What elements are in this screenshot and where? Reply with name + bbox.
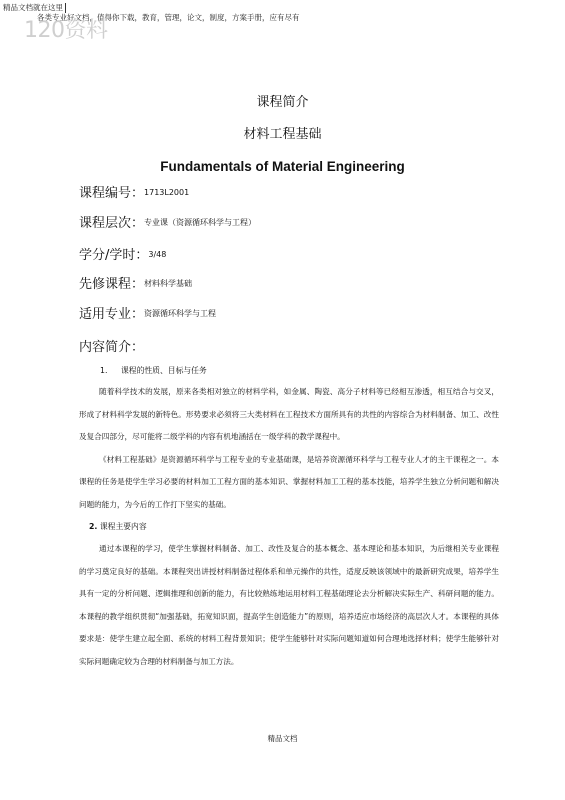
field-label: 内容简介： xyxy=(79,340,145,355)
section-2-heading xyxy=(89,521,147,533)
field-value: 3/48 xyxy=(148,250,167,259)
field-major xyxy=(79,304,216,324)
field-label: 先修课程： xyxy=(79,277,145,292)
course-title-en: Fundamentals of Material Engineering xyxy=(160,159,405,174)
field-label: 学分/学时： xyxy=(79,248,149,263)
watermark: 120资料 xyxy=(24,18,108,43)
section-number: 1. xyxy=(100,366,108,375)
field-course-code xyxy=(79,183,189,203)
footer: 精品文档 xyxy=(267,734,298,743)
section-1-heading xyxy=(100,365,207,377)
field-value: 1713L2001 xyxy=(144,188,190,197)
field-summary xyxy=(79,337,144,357)
header-line: 各类专业好文档，值得你下载，教育，管理，论文，制度，方案手册，应有尽有 xyxy=(37,13,300,22)
paragraph: 随着科学技术的发展，原来各类相对独立的材料学科，如金属、陶瓷、高分子材料等已经相互渗透，相互结合与交叉，形成了材料科学发展的新特色。形势要求必须将三大类材料在工程技术方面所具有的共性的内容综合为材料制备、加工、改性及复合四部分，尽可能将二级学科的内容有机地涵括在一级学科的教学课程中。 xyxy=(79,387,499,442)
page-title: 课程简介 xyxy=(256,95,309,110)
field-label: 课程编号： xyxy=(79,186,145,201)
header-tag: 精品文档就在这里 xyxy=(3,3,66,13)
field-value: 资源循环科学与工程 xyxy=(144,309,217,318)
section-title: 课程主要内容 xyxy=(99,522,147,531)
paragraph: 《材料工程基础》是资源循环科学与工程专业的专业基础课，是培养资源循环科学与工程专业人才的主干课程之一。本课程的任务是使学生学习必要的材料加工工程方面的基本知识、掌握材料加工工程的基本技能，培养学生独立分析问题和解决问题的能力，为今后的工作打下坚实的基础。 xyxy=(79,454,499,509)
field-credits-hours xyxy=(79,245,166,265)
field-label: 课程层次： xyxy=(79,216,145,231)
section-title: 课程的性质、目标与任务 xyxy=(121,366,207,375)
field-label: 适用专业： xyxy=(79,307,145,322)
section-1-body xyxy=(79,381,499,517)
section-number: 2. xyxy=(89,522,98,531)
field-value: 专业课（资源循环科学与工程） xyxy=(144,218,257,227)
field-prerequisite xyxy=(79,274,192,294)
field-course-level xyxy=(79,213,256,233)
field-value: 材料科学基础 xyxy=(144,279,193,288)
course-title: 材料工程基础 xyxy=(243,127,322,142)
paragraph: 通过本课程的学习，使学生掌握材料制备、加工、改性及复合的基本概念、基本理论和基本知识，为后继相关专业课程的学习奠定良好的基础。本课程突出讲授材料制备过程体系和单元操作的共性，适度反映该领域中的最新研究成果，培养学生具有一定的分析问题、逻辑推理和创新的能力，有比较熟练地运用材料工程基础理论去分析解决实际生产、科研问题的能力。本课程的教学组织贯彻“加强基础，拓宽知识面，提高学生创造能力”的原则，培养适应市场经济的高层次人才。本课程的具体要求是：使学生建立起全面、系统的材料工程背景知识；使学生能够针对实际问题知道如何合理地选择材料；使学生能够针对实际问题确定较为合理的材料制备与加工方法。 xyxy=(79,544,499,666)
section-2-body xyxy=(79,538,499,674)
